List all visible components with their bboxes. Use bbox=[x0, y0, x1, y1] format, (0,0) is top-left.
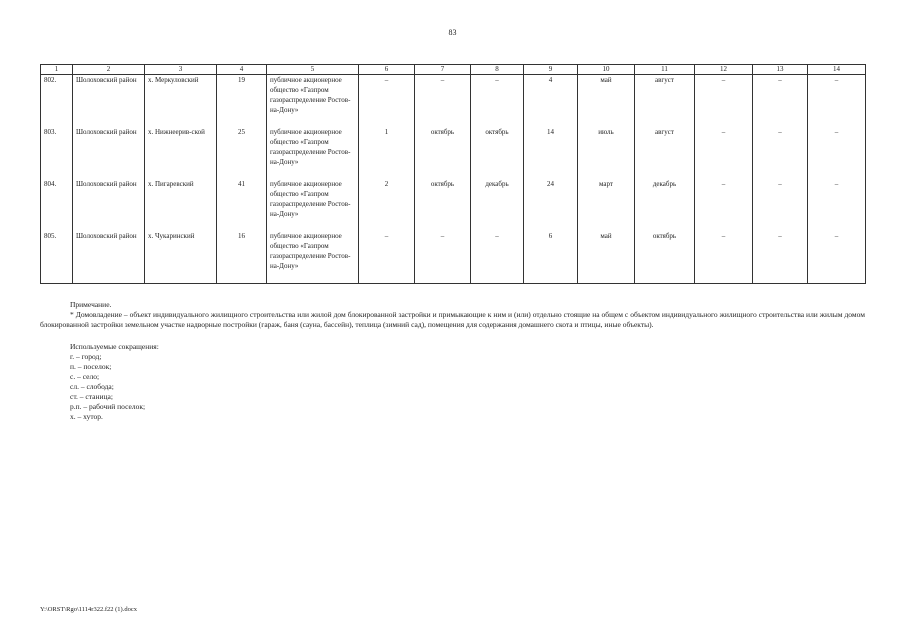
organization-cell: публичное акционерное общество «Газпром газораспределение Ростов-на-Дону» bbox=[267, 75, 359, 128]
abbreviation-item: сл. – слобода; bbox=[70, 382, 114, 391]
abbreviations-block bbox=[40, 342, 865, 422]
column-header: 6 bbox=[359, 65, 415, 75]
column-header: 13 bbox=[753, 65, 808, 75]
column-header: 4 bbox=[217, 65, 267, 75]
cell-col14: – bbox=[808, 231, 866, 284]
cell-col8: – bbox=[471, 231, 524, 284]
cell-col9: 14 bbox=[524, 127, 578, 179]
column-header: 1 bbox=[41, 65, 73, 75]
count-cell: 25 bbox=[217, 127, 267, 179]
cell-col7: – bbox=[415, 75, 471, 128]
column-header: 11 bbox=[635, 65, 695, 75]
cell-col14: – bbox=[808, 127, 866, 179]
district-cell: Шолоховский район bbox=[73, 231, 145, 284]
cell-col7: октябрь bbox=[415, 179, 471, 231]
cell-col9: 24 bbox=[524, 179, 578, 231]
column-header: 5 bbox=[267, 65, 359, 75]
settlement-cell: х. Пигаревский bbox=[145, 179, 217, 231]
cell-col9: 6 bbox=[524, 231, 578, 284]
row-number: 803. bbox=[41, 127, 73, 179]
cell-col10: июль bbox=[578, 127, 635, 179]
cell-col14: – bbox=[808, 75, 866, 128]
district-cell: Шолоховский район bbox=[73, 127, 145, 179]
cell-col13: – bbox=[753, 75, 808, 128]
organization-cell: публичное акционерное общество «Газпром газораспределение Ростов-на-Дону» bbox=[267, 231, 359, 284]
cell-col12: – bbox=[695, 75, 753, 128]
abbreviation-item: р.п. – рабочий поселок; bbox=[70, 402, 146, 411]
table-row bbox=[41, 127, 866, 179]
abbreviation-item: с. – село; bbox=[70, 372, 100, 381]
notes-title: Примечание. bbox=[70, 300, 112, 309]
column-header: 3 bbox=[145, 65, 217, 75]
settlement-cell: х. Нижнеерив-ской bbox=[145, 127, 217, 179]
column-header: 9 bbox=[524, 65, 578, 75]
cell-col6: 1 bbox=[359, 127, 415, 179]
row-number: 805. bbox=[41, 231, 73, 284]
abbreviations-title: Используемые сокращения: bbox=[70, 342, 159, 351]
settlement-cell: х. Чукаринский bbox=[145, 231, 217, 284]
file-path-footer: Y:\ORST\Rgo\1114r322.f22 (1).docx bbox=[40, 606, 137, 613]
organization-cell: публичное акционерное общество «Газпром газораспределение Ростов-на-Дону» bbox=[267, 127, 359, 179]
abbreviation-item: х. – хутор. bbox=[70, 412, 103, 421]
cell-col11: август bbox=[635, 127, 695, 179]
cell-col10: май bbox=[578, 231, 635, 284]
table-header-row bbox=[41, 65, 866, 75]
cell-col14: – bbox=[808, 179, 866, 231]
cell-col8: декабрь bbox=[471, 179, 524, 231]
cell-col6: 2 bbox=[359, 179, 415, 231]
cell-col7: – bbox=[415, 231, 471, 284]
gasification-schedule-table bbox=[40, 64, 866, 284]
cell-col12: – bbox=[695, 179, 753, 231]
table-row bbox=[41, 231, 866, 284]
cell-col8: октябрь bbox=[471, 127, 524, 179]
district-cell: Шолоховский район bbox=[73, 179, 145, 231]
cell-col11: август bbox=[635, 75, 695, 128]
column-header: 10 bbox=[578, 65, 635, 75]
row-number: 804. bbox=[41, 179, 73, 231]
table-row bbox=[41, 179, 866, 231]
cell-col10: май bbox=[578, 75, 635, 128]
table-row bbox=[41, 75, 866, 128]
cell-col12: – bbox=[695, 231, 753, 284]
cell-col9: 4 bbox=[524, 75, 578, 128]
cell-col13: – bbox=[753, 231, 808, 284]
cell-col6: – bbox=[359, 75, 415, 128]
notes-text: * Домовладение – объект индивидуального жилищного строительства или жилой дом блокированной застройки и примыкающие к ним и (или) отдельно стоящие на общем с объектом индивидуального жилищного строительства или жилым домом блокированной застройки земельном участке надворные постройки (гараж, баня (сауна, бассейн), теплица (зимний сад), помещения для содержания домашнего скота и птицы, иные объекты). bbox=[40, 310, 865, 329]
count-cell: 16 bbox=[217, 231, 267, 284]
cell-col11: декабрь bbox=[635, 179, 695, 231]
column-header: 12 bbox=[695, 65, 753, 75]
abbreviation-item: п. – поселок; bbox=[70, 362, 112, 371]
abbreviations-list bbox=[40, 352, 865, 422]
column-header: 7 bbox=[415, 65, 471, 75]
cell-col7: октябрь bbox=[415, 127, 471, 179]
row-number: 802. bbox=[41, 75, 73, 128]
cell-col12: – bbox=[695, 127, 753, 179]
cell-col10: март bbox=[578, 179, 635, 231]
cell-col6: – bbox=[359, 231, 415, 284]
column-header: 14 bbox=[808, 65, 866, 75]
district-cell: Шолоховский район bbox=[73, 75, 145, 128]
cell-col8: – bbox=[471, 75, 524, 128]
abbreviation-item: ст. – станица; bbox=[70, 392, 113, 401]
abbreviation-item: г. – город; bbox=[70, 352, 102, 361]
cell-col13: – bbox=[753, 127, 808, 179]
cell-col11: октябрь bbox=[635, 231, 695, 284]
page-number: 83 bbox=[448, 28, 457, 37]
count-cell: 19 bbox=[217, 75, 267, 128]
column-header: 8 bbox=[471, 65, 524, 75]
settlement-cell: х. Меркуловский bbox=[145, 75, 217, 128]
organization-cell: публичное акционерное общество «Газпром газораспределение Ростов-на-Дону» bbox=[267, 179, 359, 231]
notes-section bbox=[40, 300, 865, 422]
count-cell: 41 bbox=[217, 179, 267, 231]
cell-col13: – bbox=[753, 179, 808, 231]
column-header: 2 bbox=[73, 65, 145, 75]
